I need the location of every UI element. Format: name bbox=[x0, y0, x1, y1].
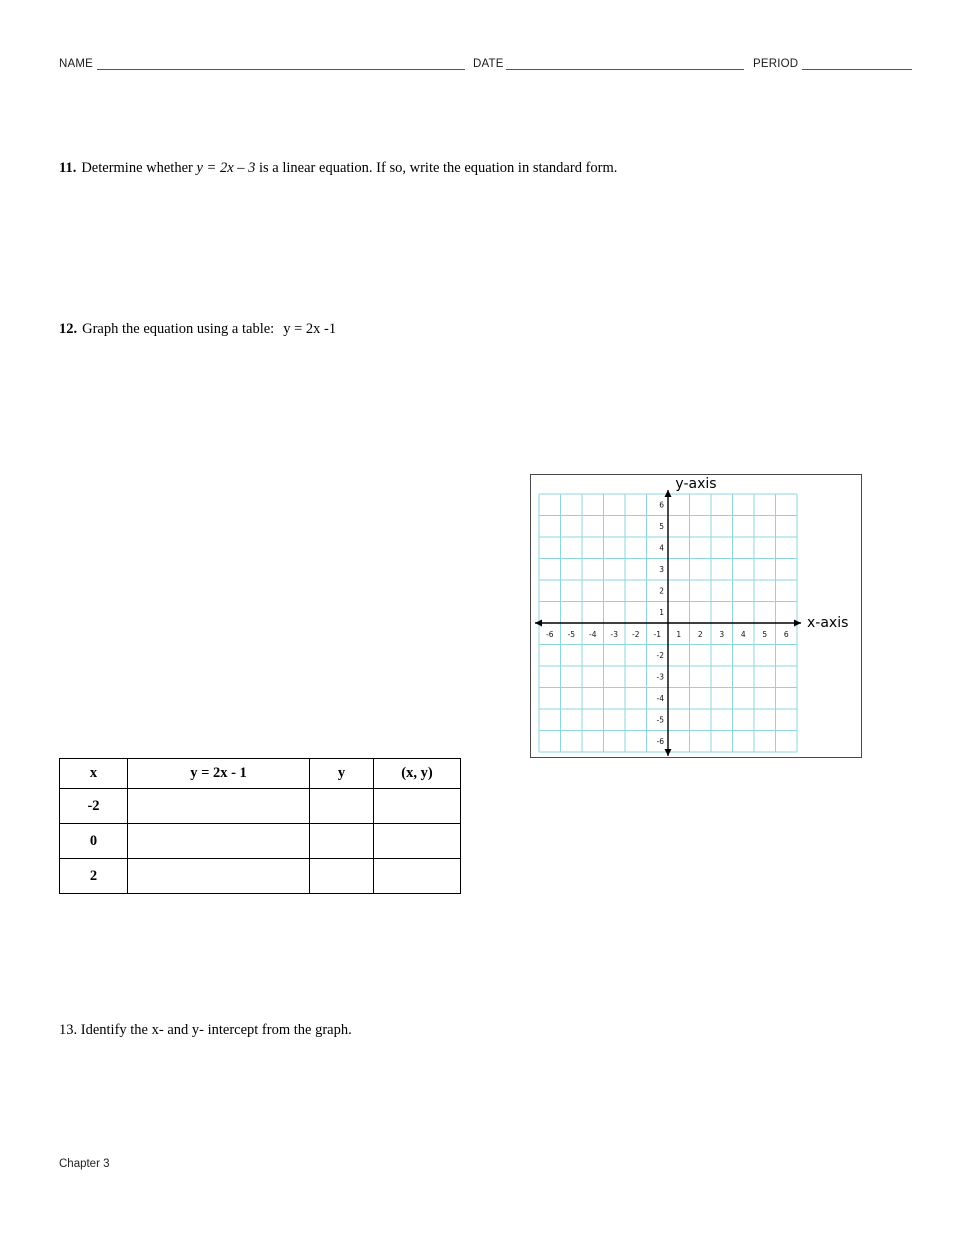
table-header-x: x bbox=[60, 759, 128, 789]
question-11-text-before: Determine whether bbox=[81, 160, 197, 176]
cell-x-value: 2 bbox=[60, 859, 128, 894]
svg-text:4: 4 bbox=[740, 630, 746, 639]
svg-text:-4: -4 bbox=[589, 630, 597, 639]
cell-xy-pair bbox=[374, 859, 461, 894]
question-13 bbox=[59, 1021, 789, 1041]
svg-text:3: 3 bbox=[719, 630, 725, 639]
table-row bbox=[60, 859, 461, 894]
name-field bbox=[59, 56, 465, 70]
y-axis-label: y-axis bbox=[675, 476, 717, 492]
svg-text:6: 6 bbox=[783, 630, 789, 639]
period-field bbox=[753, 56, 912, 70]
svg-text:2: 2 bbox=[659, 586, 664, 596]
cell-x-value: 0 bbox=[60, 824, 128, 859]
svg-text:6: 6 bbox=[659, 500, 664, 510]
chapter-footer: Chapter 3 bbox=[59, 1158, 110, 1170]
svg-text:-6: -6 bbox=[656, 736, 664, 746]
period-label: PERIOD bbox=[753, 58, 799, 70]
svg-text:-2: -2 bbox=[632, 630, 640, 639]
coordinate-plane bbox=[530, 474, 862, 758]
svg-text:-5: -5 bbox=[656, 715, 664, 725]
svg-text:2: 2 bbox=[697, 630, 703, 639]
svg-text:1: 1 bbox=[676, 630, 682, 639]
name-blank-line bbox=[97, 56, 465, 70]
svg-text:-1: -1 bbox=[653, 630, 661, 639]
svg-text:1: 1 bbox=[659, 607, 664, 617]
question-12-text: Graph the equation using a table: bbox=[82, 321, 275, 337]
function-table bbox=[59, 758, 461, 894]
svg-text:5: 5 bbox=[659, 521, 664, 531]
table-header-xy: (x, y) bbox=[374, 759, 461, 789]
svg-text:-4: -4 bbox=[656, 693, 664, 703]
cell-expression bbox=[128, 824, 310, 859]
svg-text:4: 4 bbox=[659, 543, 664, 553]
question-13-text: 13. Identify the x- and y- intercept from the graph. bbox=[59, 1022, 352, 1038]
date-field bbox=[473, 56, 744, 70]
table-row bbox=[60, 824, 461, 859]
period-blank-line bbox=[802, 56, 912, 70]
table-header-y: y bbox=[310, 759, 374, 789]
table-row bbox=[60, 789, 461, 824]
question-11-number: 11. bbox=[59, 160, 77, 176]
x-axis-label: x-axis bbox=[807, 615, 849, 631]
coordinate-grid-icon bbox=[535, 490, 801, 756]
name-label: NAME bbox=[59, 58, 94, 70]
svg-text:-3: -3 bbox=[656, 672, 664, 682]
cell-expression bbox=[128, 789, 310, 824]
question-12-equation: y = 2x -1 bbox=[283, 321, 337, 337]
cell-y-value bbox=[310, 859, 374, 894]
cell-xy-pair bbox=[374, 789, 461, 824]
question-11-equation: y = 2x – 3 bbox=[196, 160, 256, 176]
svg-text:-6: -6 bbox=[546, 630, 554, 639]
svg-text:5: 5 bbox=[762, 630, 768, 639]
svg-text:-2: -2 bbox=[656, 650, 664, 660]
question-12-number: 12. bbox=[59, 321, 78, 337]
date-blank-line bbox=[506, 56, 744, 70]
date-label: DATE bbox=[473, 58, 504, 70]
table-header-row bbox=[60, 759, 461, 789]
cell-xy-pair bbox=[374, 824, 461, 859]
question-11 bbox=[59, 159, 789, 179]
cell-x-value: -2 bbox=[60, 789, 128, 824]
cell-y-value bbox=[310, 789, 374, 824]
svg-text:-5: -5 bbox=[567, 630, 575, 639]
cell-y-value bbox=[310, 824, 374, 859]
question-12 bbox=[59, 320, 789, 340]
svg-text:3: 3 bbox=[659, 564, 664, 574]
cell-expression bbox=[128, 859, 310, 894]
table-header-equation: y = 2x - 1 bbox=[128, 759, 310, 789]
question-11-text-after: is a linear equation. If so, write the equation in standard form. bbox=[255, 160, 618, 176]
svg-text:-3: -3 bbox=[610, 630, 618, 639]
